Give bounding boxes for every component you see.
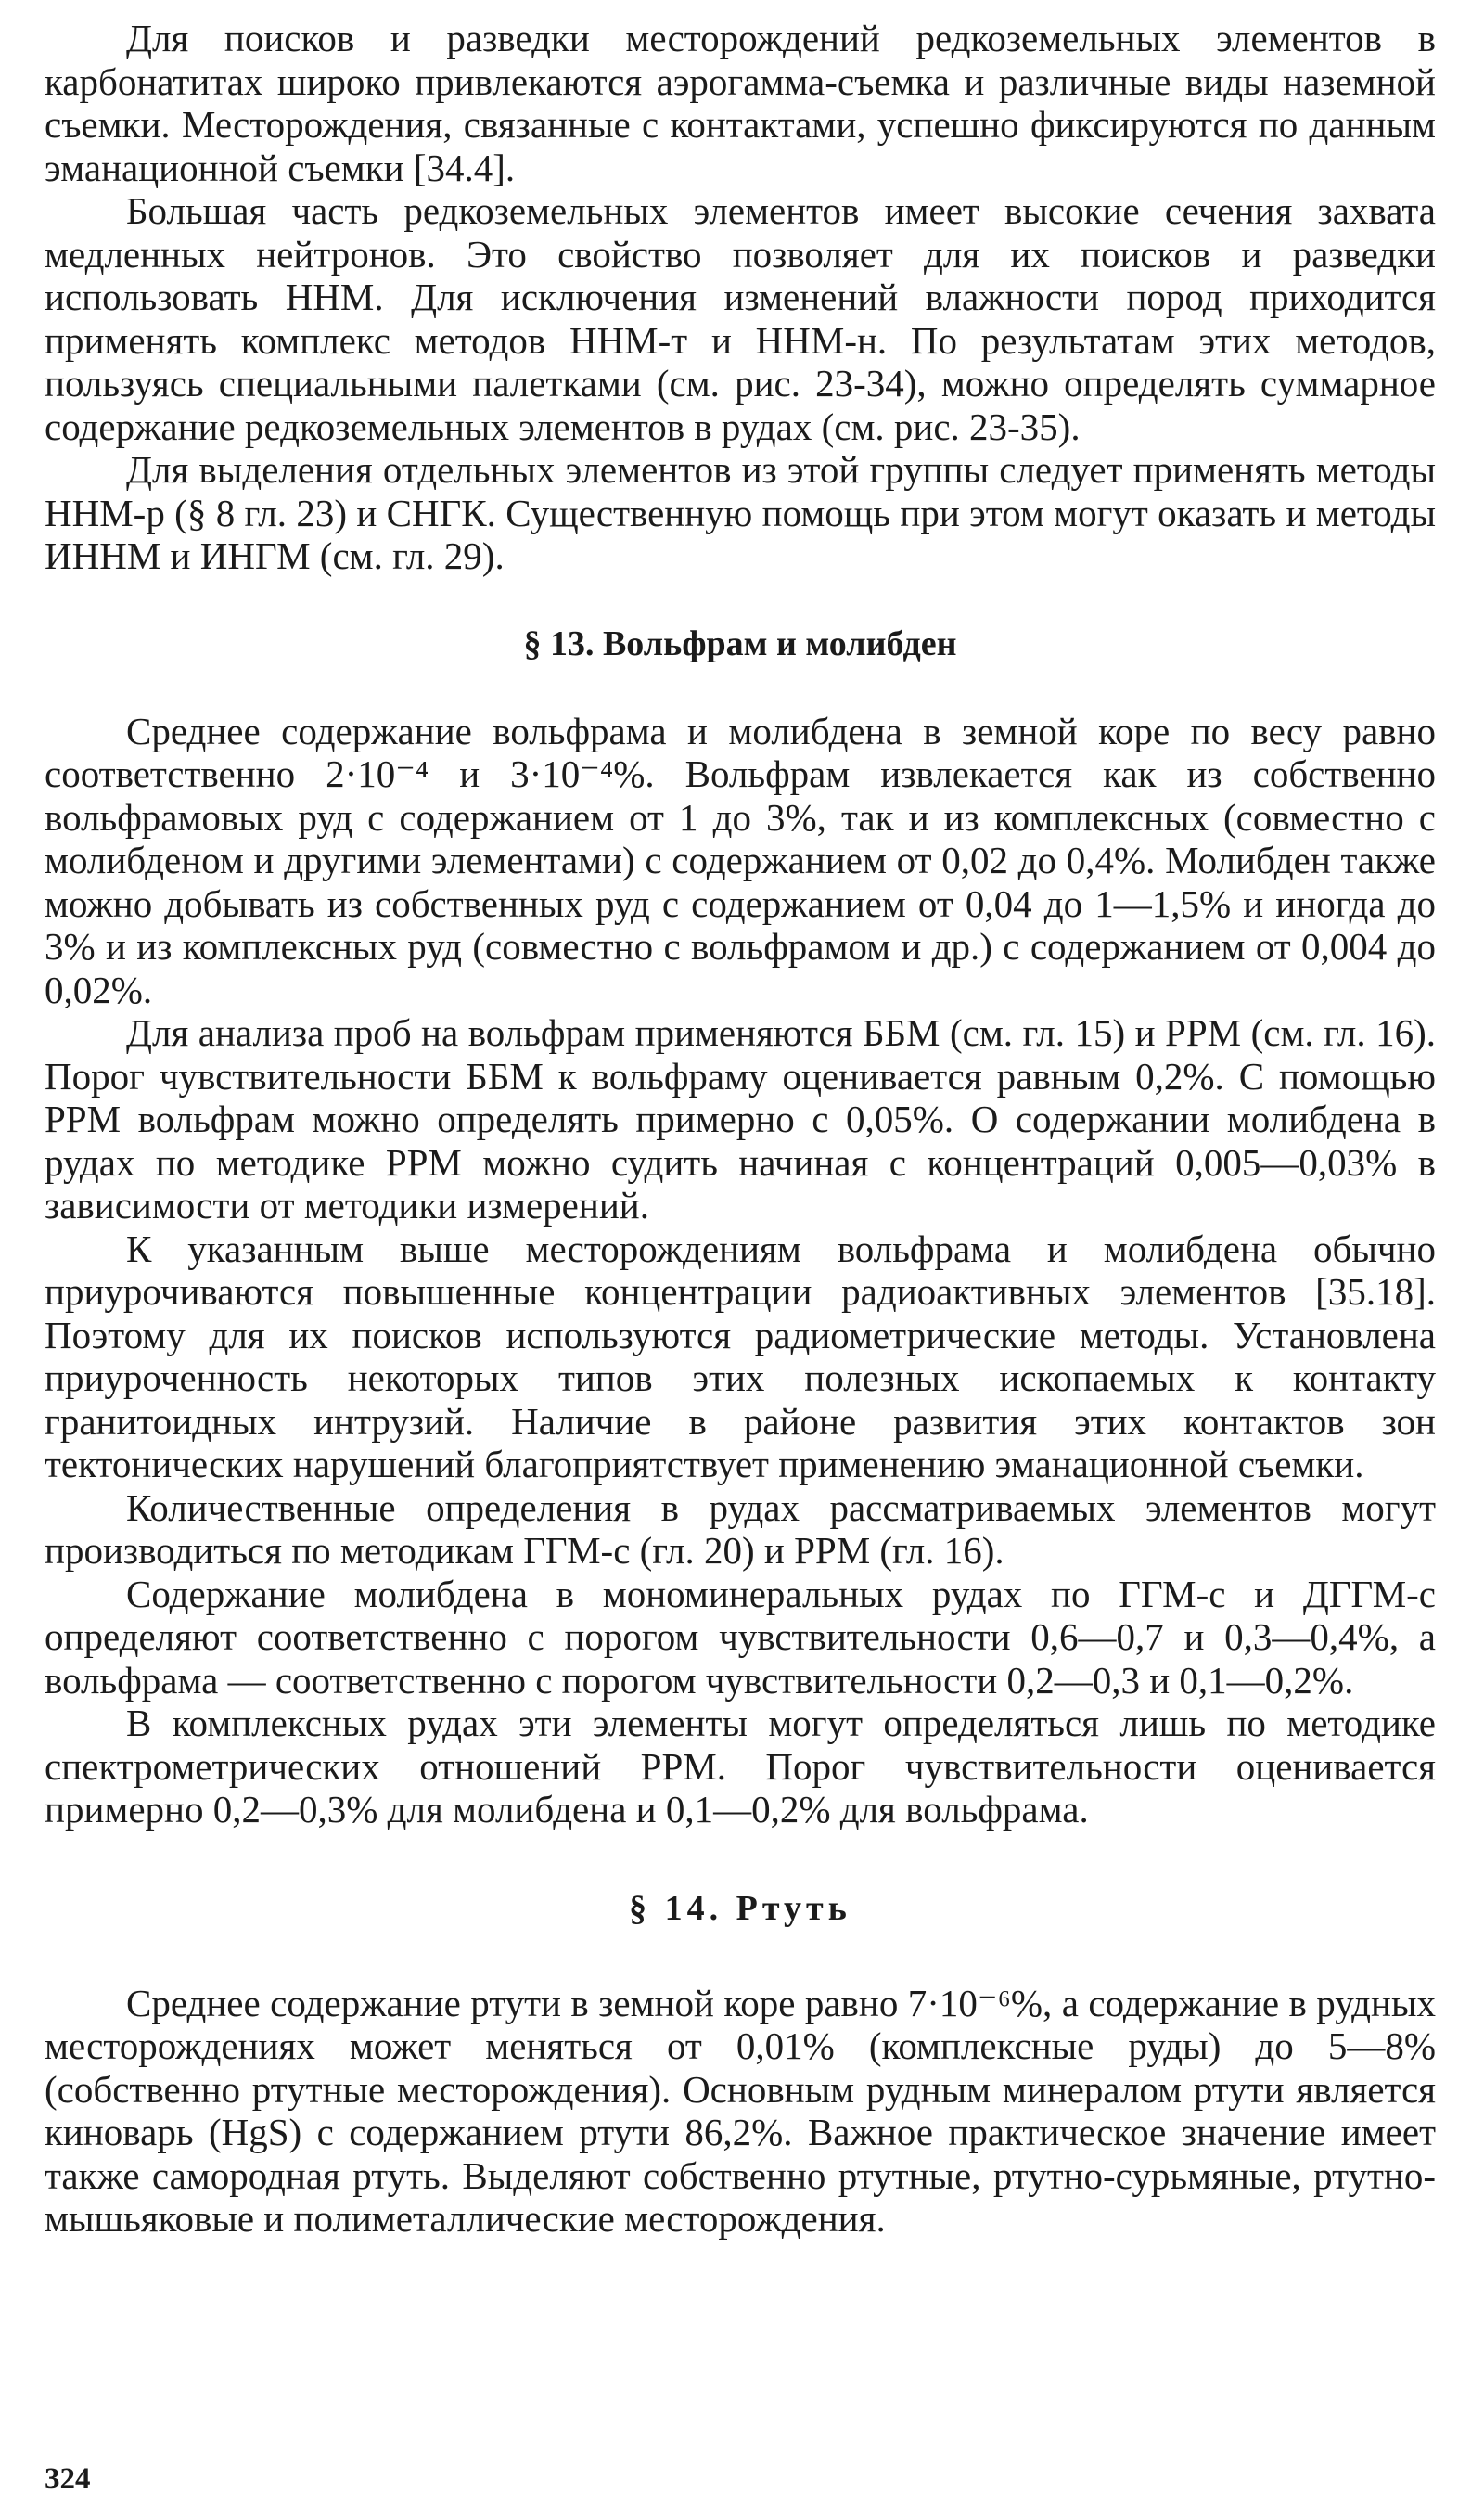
paragraph: К указанным выше месторождениям вольфрама и молибдена обычно приурочиваются повышенные концентрации радиоактивных элементов [35.18]. Поэтому для их поисков используются радиометрические методы. Установлена приуроченность некоторых типов этих полезных ископаемых к контакту гранитоидных интрузий. Наличие в районе развития этих контактов зон тектонических нарушений благоприятствует применению эманационной съемки. xyxy=(45,1227,1436,1485)
paragraph: Содержание молибдена в мономинеральных рудах по ГГМ-с и ДГГМ-с определяют соответственно с порогом чувствительности 0,6—0,7 и 0,3—0,4%, а вольфрама — соответственно с порогом чувствительности 0,2—0,3 и 0,1—0,2%. xyxy=(45,1572,1436,1702)
paragraph: В комплексных рудах эти элементы могут определяться лишь по методике спектрометрических отношений РРМ. Порог чувствительности оценивается примерно 0,2—0,3% для молибдена и 0,1—0,2% для вольфрама. xyxy=(45,1702,1436,1831)
section-heading: § 14. Ртуть xyxy=(629,1888,851,1928)
page-body xyxy=(45,17,1436,2241)
paragraph: Для выделения отдельных элементов из этой группы следует применять методы ННМ-р (§ 8 гл. 23) и СНГК. Существенную помощь при этом могут оказать и методы ИННМ и ИНГМ (см. гл. 29). xyxy=(45,448,1436,577)
paragraph: Среднее содержание вольфрама и молибдена в земной коре по весу равно соответственно 2·10⁻⁴ и 3·10⁻⁴%. Вольфрам извлекается как из собственно вольфрамовых руд с содержанием от 1 до 3%, так и из комплексных (совместно с молибденом и другими элементами) с содержанием от 0,02 до 0,4%. Молибден также можно добывать из собственных руд с содержанием от 0,04 до 1—1,5% и иногда до 3% и из комплексных руд (совместно с вольфрамом и др.) с содержанием от 0,004 до 0,02%. xyxy=(45,709,1436,1011)
paragraph: Для анализа проб на вольфрам применяются ББМ (см. гл. 15) и РРМ (см. гл. 16). Порог чувствительности ББМ к вольфраму оценивается равным 0,2%. С помощью РРМ вольфрам можно определять примерно с 0,05%. О содержании молибдена в рудах по методике РРМ можно судить начиная с концентраций 0,005—0,03% в зависимости от методики измерений. xyxy=(45,1011,1436,1227)
page-number: 324 xyxy=(45,2462,91,2496)
intro-section xyxy=(45,17,1436,578)
paragraph: Большая часть редкоземельных элементов имеет высокие сечения захвата медленных нейтронов. Это свойство позволяет для их поисков и разведки использовать ННМ. Для исключения изменений влажности пород приходится применять комплекс методов ННМ-т и ННМ-н. По результатам этих методов, пользуясь специальными палетками (см. рис. 23-34), можно определять суммарное содержание редкоземельных элементов в рудах (см. рис. 23-35). xyxy=(45,189,1436,448)
section-tungsten-molybdenum xyxy=(45,623,1436,1831)
section-heading: § 13. Вольфрам и молибден xyxy=(523,623,957,663)
paragraph: Среднее содержание ртути в земной коре равно 7·10⁻⁶%, а содержание в рудных месторождениях может меняться от 0,01% (комплексные руды) до 5—8% (собственно ртутные месторождения). Основным рудным минералом ртути является киноварь (HgS) с содержанием ртути 86,2%. Важное практическое значение имеет также самородная ртуть. Выделяют собственно ртутные, ртутно-сурьмяные, ртутно-мышьяковые и полиметаллические месторождения. xyxy=(45,1981,1436,2240)
paragraph: Для поисков и разведки месторождений редкоземельных элементов в карбонатитах широко привлекаются аэрогамма-съемка и различные виды наземной съемки. Месторождения, связанные с контактами, успешно фиксируются по данным эманационной съемки [34.4]. xyxy=(45,17,1436,189)
section-mercury xyxy=(45,1887,1436,2241)
paragraph: Количественные определения в рудах рассматриваемых элементов могут производиться по методикам ГГМ-с (гл. 20) и РРМ (гл. 16). xyxy=(45,1485,1436,1572)
